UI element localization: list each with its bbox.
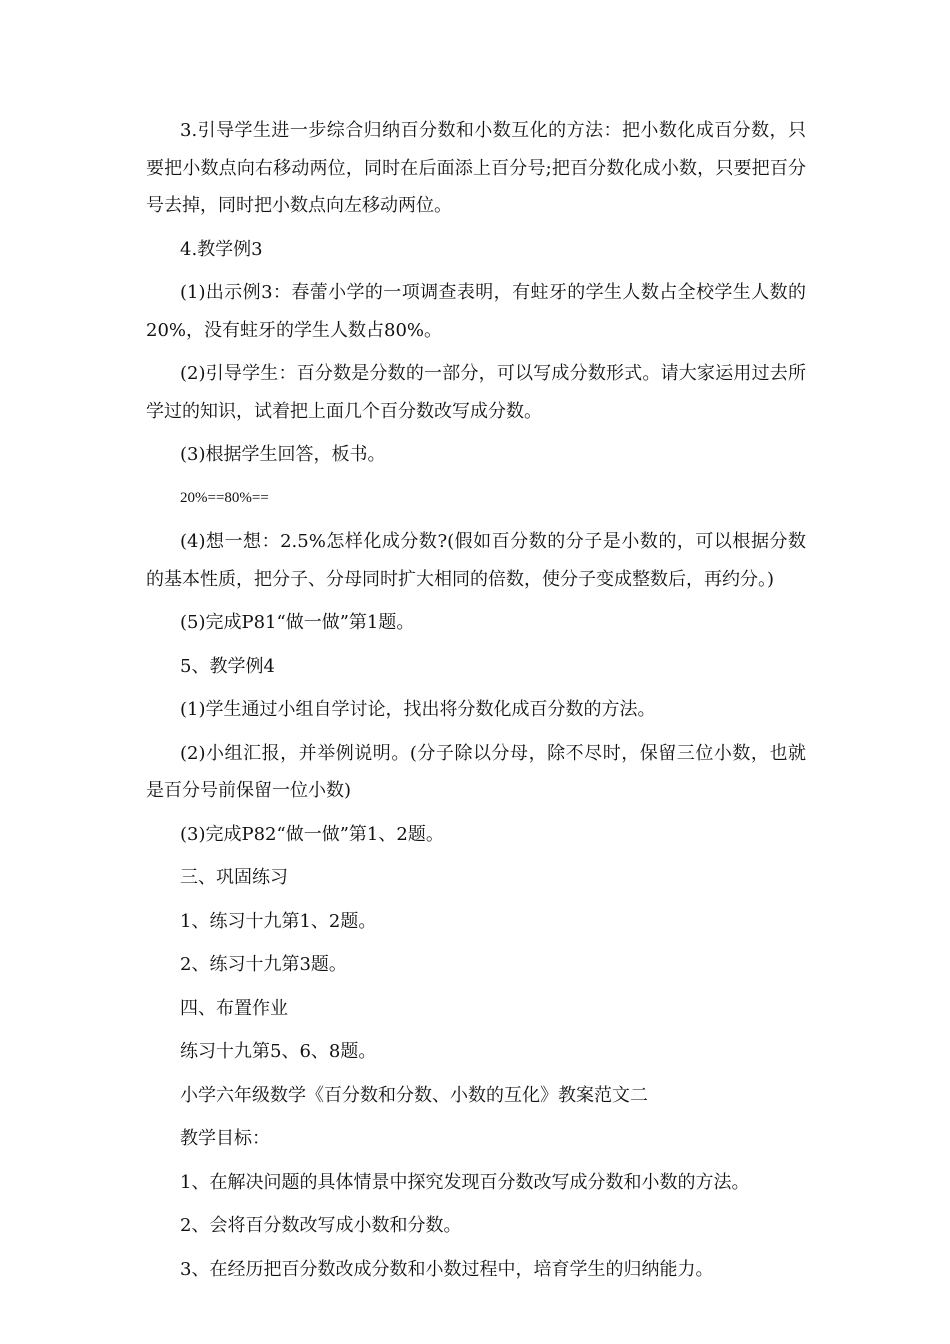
paragraph-group-discussion: (1)学生通过小组自学讨论，找出将分数化成百分数的方法。 — [180, 699, 656, 720]
paragraph-practice-2: 2、练习十九第3题。 — [180, 954, 347, 975]
paragraph-board-writing: (3)根据学生回答，板书。 — [180, 444, 386, 465]
paragraph-example-3-intro: (1)出示例3：春蕾小学的一项调查表明，有蛀牙的学生人数占全校学生人数的20%，没有蛀牙的学生人数占80%。 — [146, 282, 806, 341]
heading-teaching-objectives: 教学目标： — [180, 1128, 270, 1149]
heading-homework: 四、布置作业 — [180, 997, 288, 1019]
paragraph-objective-3: 3、在经历把百分数改成分数和小数过程中，培育学生的归纳能力。 — [180, 1258, 714, 1280]
heading-consolidation: 三、巩固练习 — [180, 867, 288, 888]
paragraph-exercise-p81: (5)完成P81“做一做”第1题。 — [180, 612, 415, 633]
heading-example-4: 5、教学例4 — [180, 655, 275, 677]
paragraph-objective-2: 2、会将百分数改写成小数和分数。 — [180, 1215, 462, 1236]
heading-lesson-plan-two: 小学六年级数学《百分数和分数、小数的互化》教案范文二 — [180, 1084, 648, 1106]
paragraph-think: (4)想一想：2.5%怎样化成分数?(假如百分数的分子是小数的，可以根据分数的基本性质，把分子、分母同时扩大相同的倍数，使分子变成整数后，再约分。) — [146, 531, 806, 590]
paragraph-exercise-p82: (3)完成P82“做一做”第1、2题。 — [180, 823, 444, 845]
heading-example-3: 4.教学例3 — [180, 238, 263, 260]
paragraph-formula: 20%==80%== — [180, 489, 269, 506]
paragraph-homework: 练习十九第5、6、8题。 — [180, 1041, 377, 1062]
paragraph-guide-students: (2)引导学生：百分数是分数的一部分，可以写成分数形式。请大家运用过去所学过的知识，试着把上面几个百分数改写成分数。 — [146, 363, 806, 422]
paragraph-objective-1: 1、在解决问题的具体情景中探究发现百分数改写成分数和小数的方法。 — [180, 1171, 750, 1193]
paragraph-practice-1: 1、练习十九第1、2题。 — [180, 910, 377, 932]
document-page — [146, 112, 806, 1294]
paragraph-group-report: (2)小组汇报，并举例说明。(分子除以分母，除不尽时，保留三位小数，也就是百分号前保留一位小数) — [146, 742, 806, 801]
paragraph-method-summary: 3.引导学生进一步综合归纳百分数和小数互化的方法：把小数化成百分数，只要把小数点向右移动两位，同时在后面添上百分号;把百分数化成小数，只要把百分号去掉，同时把小数点向左移动两位。 — [146, 120, 806, 216]
